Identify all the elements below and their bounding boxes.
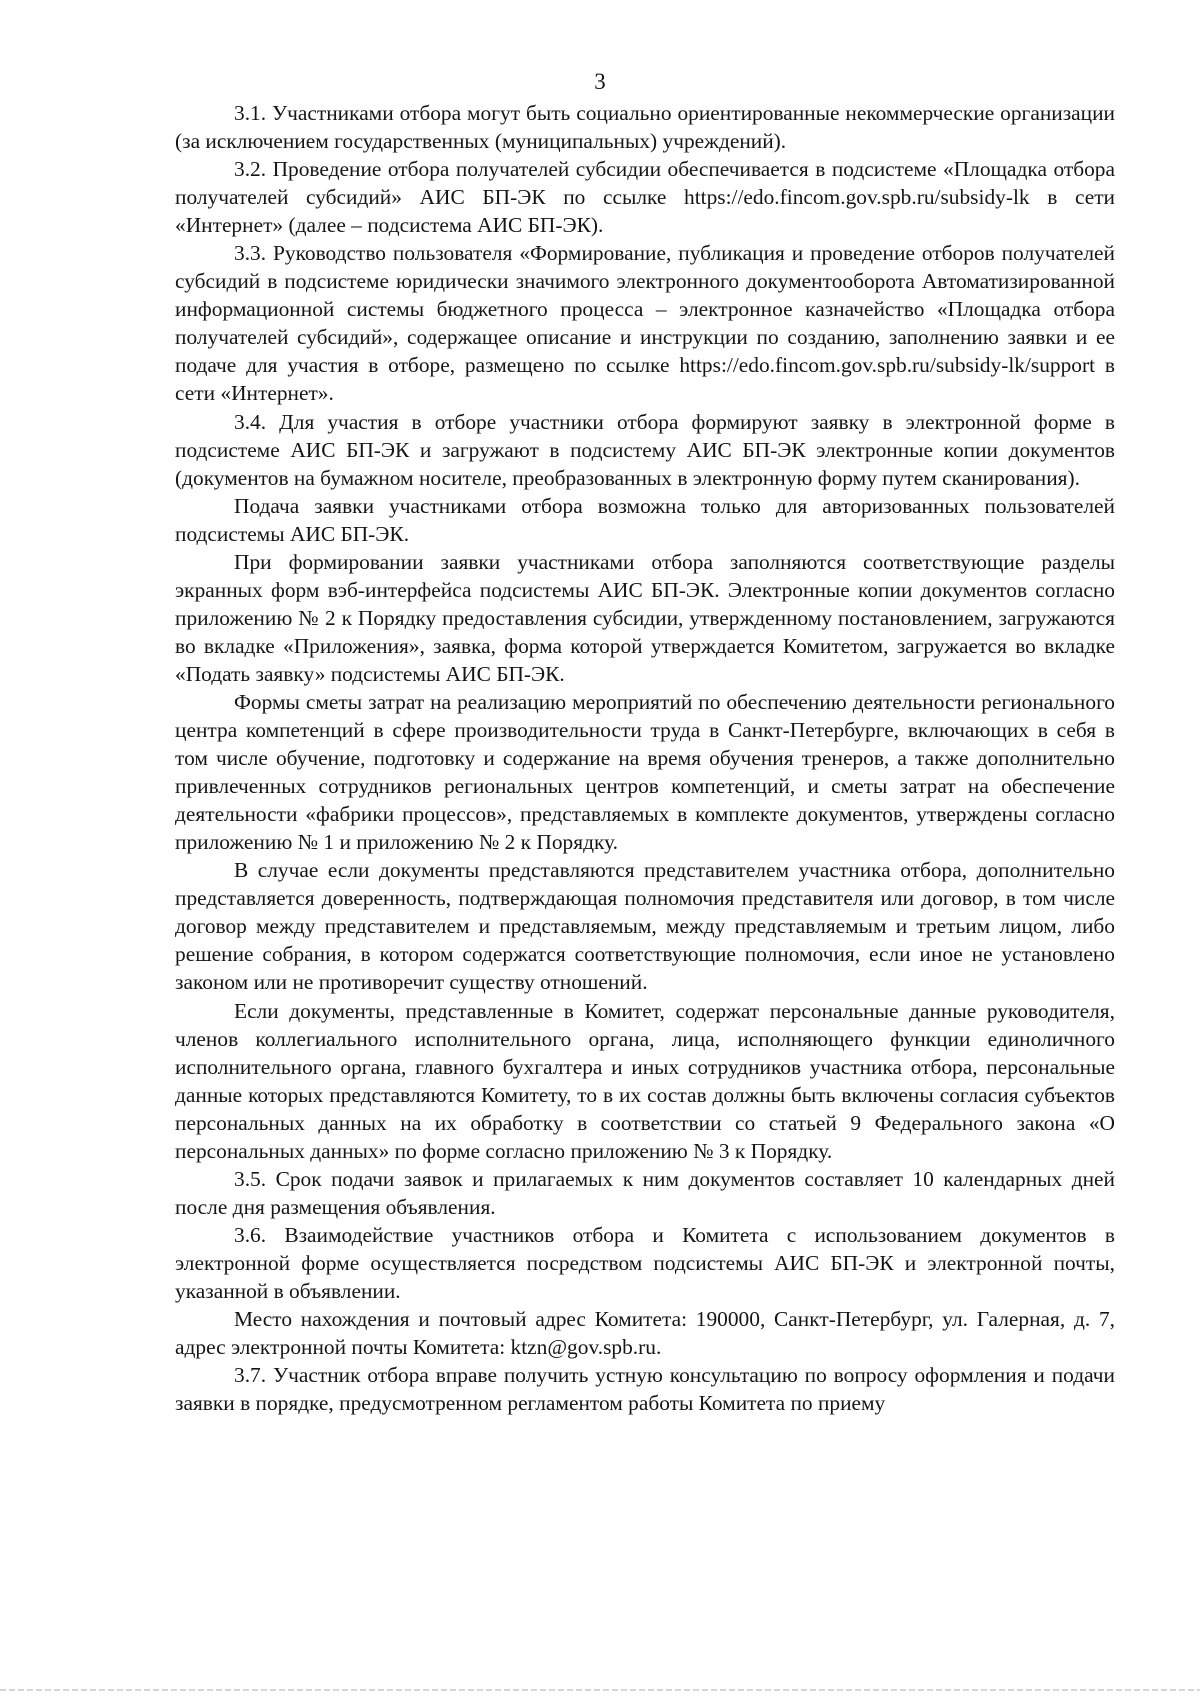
- paragraph-cost-estimate-forms: Формы сметы затрат на реализацию мероприятий по обеспечению деятельности регионального центра компетенций в сфере производительности труда в Санкт-Петербурге, включающих в себя в том числе обучение, подготовку и содержание на время обучения тренеров, а также дополнительно привлеченных сотрудников региональных центров компетенций, и сметы затрат на обеспечение деятельности «фабрики процессов», представляемых в комплекте документов, утверждены согласно приложению № 1 и приложению № 2 к Порядку.: [175, 689, 1115, 855]
- document-body: [175, 99, 1115, 1417]
- paragraph-personal-data: Если документы, представленные в Комитет, содержат персональные данные руководителя, членов коллегиального исполнительного органа, лица, исполняющего функции единоличного исполнительного органа, главного бухгалтера и иных сотрудников участника отбора, персональные данные которых представляются Комитету, то в их состав должны быть включены согласия субъектов персональных данных на их обработку в соответствии со статьей 9 Федерального закона «О персональных данных» по форме согласно приложению № 3 к Порядку.: [175, 998, 1115, 1163]
- paragraph-3-3: 3.3. Руководство пользователя «Формирование, публикация и проведение отборов получателей субсидий в подсистеме юридически значимого электронного документооборота Автоматизированной информационной системы бюджетного процесса – электронное казначейство «Площадка отбора получателей субсидий», содержащее описание и инструкции по созданию, заполнению заявки и ее подаче для участия в отборе, размещено по ссылке https://edo.fincom.gov.spb.ru/subsidy-lk/support в сети «Интернет».: [175, 241, 1115, 406]
- paragraph-3-1: 3.1. Участниками отбора могут быть социально ориентированные некоммерческие организации (за исключением государственных (муниципальных) учреждений).: [175, 101, 1115, 154]
- paragraph-committee-address: Место нахождения и почтовый адрес Комитета: 190000, Санкт-Петербург, ул. Галерная, д. 7, адрес электронной почты Комитета: ktzn@gov.spb.ru.: [175, 1307, 1115, 1360]
- paragraph-application-forming: При формировании заявки участниками отбора заполняются соответствующие разделы экранных форм вэб-интерфейса подсистемы АИС БП-ЭК. Электронные копии документов согласно приложению № 2 к Порядку предоставления субсидии, утвержденному постановлением, загружаются во вкладке «Приложения», заявка, форма которой утверждается Комитетом, загружается во вкладке «Подать заявку» подсистемы АИС БП-ЭК.: [175, 549, 1115, 686]
- paragraph-3-4: 3.4. Для участия в отборе участники отбора формируют заявку в электронной форме в подсистеме АИС БП-ЭК и загружают в подсистему АИС БП-ЭК электронные копии документов (документов на бумажном носителе, преобразованных в электронную форму путем сканирования).: [175, 409, 1115, 490]
- scan-edge-line: [0, 1689, 1200, 1691]
- paragraph-3-6: 3.6. Взаимодействие участников отбора и Комитета с использованием документов в электронной форме осуществляется посредством подсистемы АИС БП-ЭК и электронной почты, указанной в объявлении.: [175, 1222, 1115, 1303]
- page-number: 3: [594, 69, 606, 94]
- paragraph-application-submission: Подача заявки участниками отбора возможна только для авторизованных пользователей подсистемы АИС БП-ЭК.: [175, 493, 1115, 546]
- paragraph-3-7: 3.7. Участник отбора вправе получить устную консультацию по вопросу оформления и подачи заявки в порядке, предусмотренном регламентом работы Комитета по приему: [175, 1363, 1115, 1416]
- paragraph-representative: В случае если документы представляются представителем участника отбора, дополнительно представляется доверенность, подтверждающая полномочия представителя или договор, в том числе договор между представителем и представляемым, между представляемым и третьим лицом, либо решение собрания, в котором содержатся соответствующие полномочия, если иное не установлено законом или не противоречит существу отношений.: [175, 858, 1115, 995]
- paragraph-3-2: 3.2. Проведение отбора получателей субсидии обеспечивается в подсистеме «Площадка отбора получателей субсидий» АИС БП-ЭК по ссылке https://edo.fincom.gov.spb.ru/subsidy-lk в сети «Интернет» (далее – подсистема АИС БП-ЭК).: [175, 157, 1115, 238]
- paragraph-3-5: 3.5. Срок подачи заявок и прилагаемых к ним документов составляет 10 календарных дней после дня размещения объявления.: [175, 1166, 1115, 1219]
